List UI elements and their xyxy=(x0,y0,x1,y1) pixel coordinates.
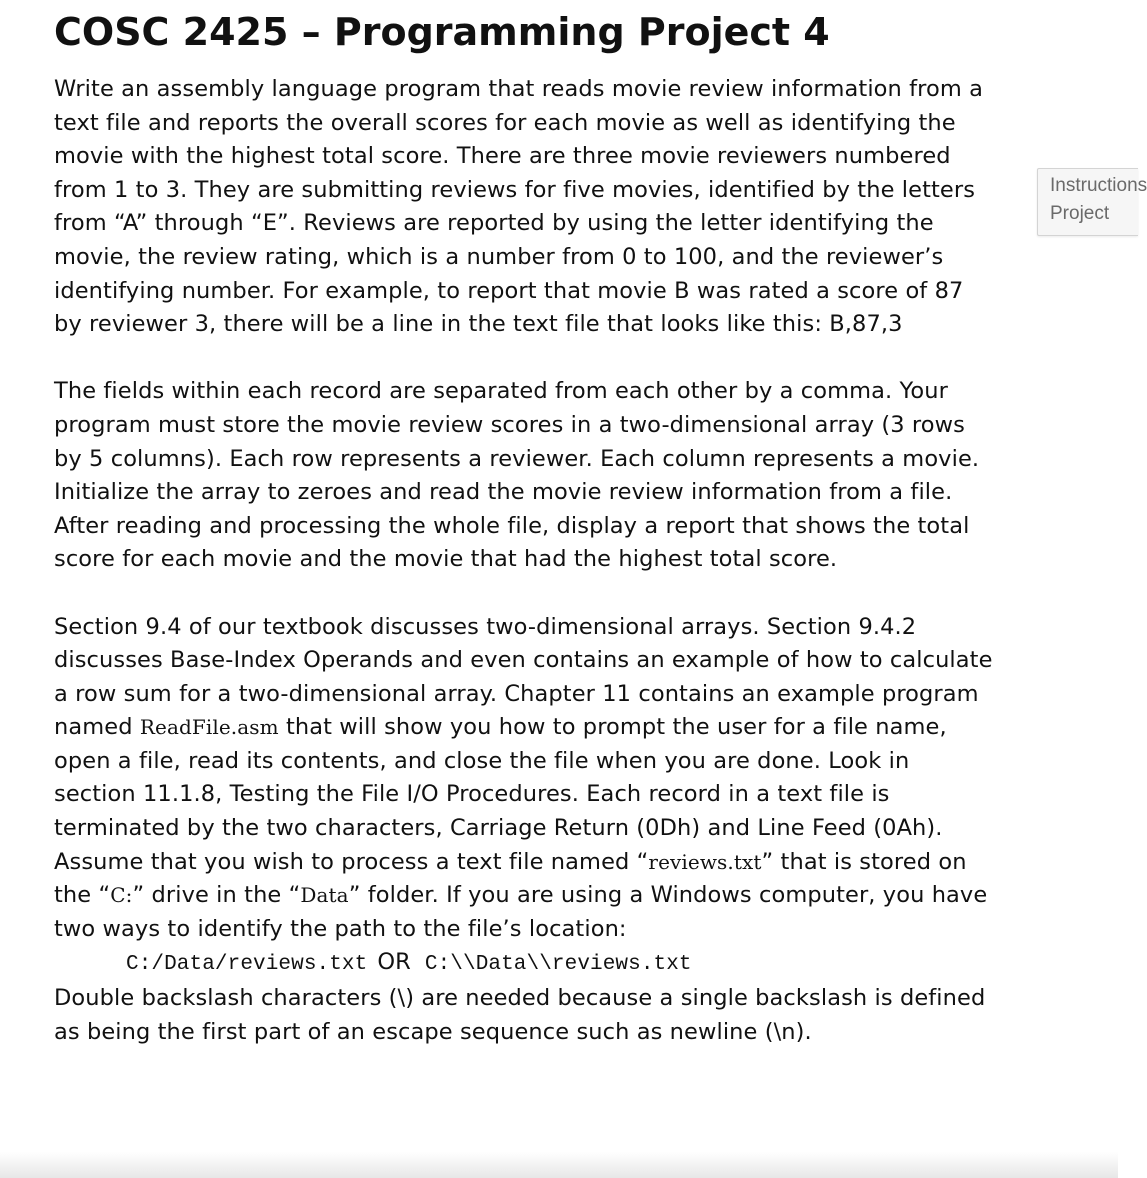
code-filename: reviews.txt xyxy=(648,849,762,874)
code-path-forward-slash: C:/Data/reviews.txt xyxy=(126,953,368,977)
paragraph-text: Section 9.4 of our textbook discusses two-dimensional arrays. Section 9.4.2 discusses Base-Index Operands and even contains an example of how to calculate a row sum for a two-dimensional array. Chapter 11 contains an example program named xyxy=(54,613,993,741)
code-drive: C: xyxy=(110,883,133,908)
path-examples xyxy=(54,946,994,982)
scroll-fade xyxy=(0,1152,1118,1178)
page-title: COSC 2425 – Programming Project 4 xyxy=(54,10,830,54)
paragraph-file-path xyxy=(54,846,994,947)
paragraph-escape-note: Double backslash characters (\) are needed because a single backslash is defined as being the first part of an escape sequence such as newline (\n). xyxy=(54,985,986,1045)
document-body xyxy=(54,73,994,1049)
paragraph-text: ” folder. If you are using a Windows computer, you have two ways to identify the path to the file’s location: xyxy=(54,882,988,942)
paragraph-spacer xyxy=(54,577,994,611)
paragraph-text: Assume that you wish to process a text file named “ xyxy=(54,848,649,875)
paragraph-text: ” drive in the “ xyxy=(132,882,301,909)
paragraph-textbook-references xyxy=(54,611,994,846)
code-folder: Data xyxy=(300,883,349,908)
paragraph-intro: Write an assembly language program that reads movie review information from a text file and reports the overall scores for each movie as well as identifying the movie with the highest total score. There are three movie reviewers numbered from 1 to 3. They are submitting reviews for five movies, identified by the letters from “A” through “E”. Reviews are reported by using the letter identifying the movie, the review rating, which is a number from 0 to 100, and the reviewer’s identifying number. For example, to report that movie B was rated a score of 87 by reviewer 3, there will be a line in the text file that looks like this: B,87,3 xyxy=(54,76,984,338)
side-tab-label: Instructions xyxy=(1050,175,1147,196)
paragraph-text: that will show you how to prompt the user for a file name, open a file, read its contents, and close the file when you are done. Look in section 11.1.8, Testing the File I/O Procedures. Each record in a text file is terminated by the two characters, Carriage Return (0Dh) and Line Feed (0Ah). xyxy=(54,714,947,842)
paragraph-spacer xyxy=(54,342,994,376)
paragraph-text: ” that is stored on the “ xyxy=(54,848,967,909)
side-tab-sublabel: Project xyxy=(1050,203,1110,224)
code-readfile: ReadFile.asm xyxy=(139,715,279,740)
instructions-side-tab[interactable] xyxy=(1037,168,1147,236)
code-path-double-backslash: C:\\Data\\reviews.txt xyxy=(424,953,692,977)
or-label: OR xyxy=(377,949,411,976)
paragraph-array-requirements: The fields within each record are separated from each other by a comma. Your program must store the movie review scores in a two-dimensional array (3 rows by 5 columns). Each row represents a reviewer. Each column represents a movie. Initialize the array to zeroes and read the movie review information from a file. After reading and processing the whole file, display a report that shows the total score for each movie and the movie that had the highest total score. xyxy=(54,378,980,573)
